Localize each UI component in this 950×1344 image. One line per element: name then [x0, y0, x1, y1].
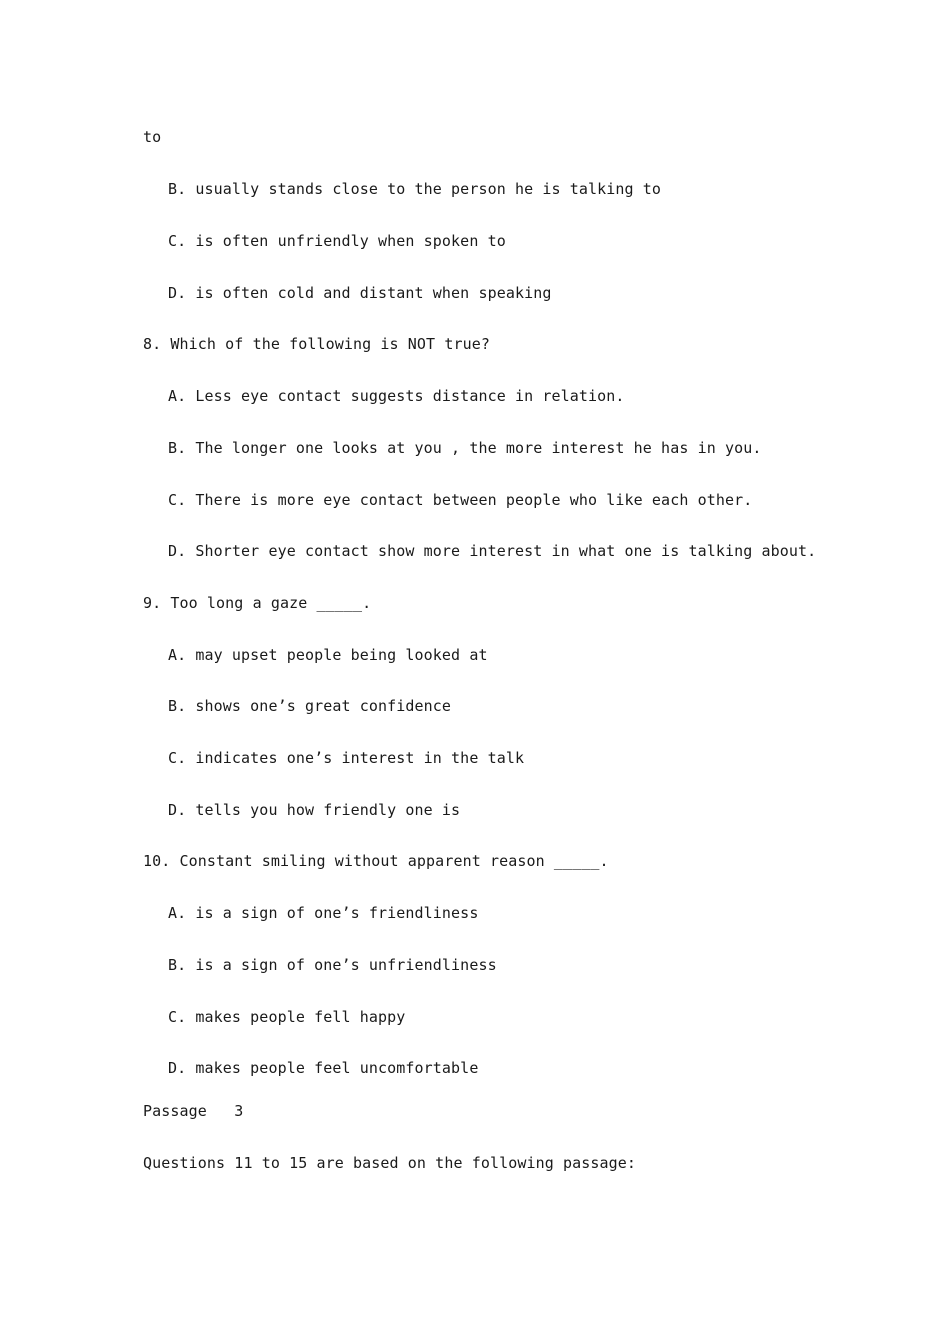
passage-intro: Questions 11 to 15 are based on the following passage: — [143, 1154, 637, 1172]
q8-option-a: A. Less eye contact suggests distance in relation. — [168, 387, 625, 405]
q8-question: 8. Which of the following is NOT true? — [143, 335, 490, 353]
q10-option-c: C. makes people fell happy — [168, 1008, 406, 1026]
q7-option-d: D. is often cold and distant when speaking — [168, 284, 552, 302]
passage-heading: Passage 3 — [143, 1102, 244, 1120]
q9-question: 9. Too long a gaze _____. — [143, 594, 372, 612]
q9-option-c: C. indicates one’s interest in the talk — [168, 749, 525, 767]
q10-option-a: A. is a sign of one’s friendliness — [168, 904, 479, 922]
q9-option-a: A. may upset people being looked at — [168, 646, 488, 664]
q8-option-b: B. The longer one looks at you , the more interest he has in you. — [168, 439, 762, 457]
q10-option-b: B. is a sign of one’s unfriendliness — [168, 956, 497, 974]
q8-option-d: D. Shorter eye contact show more interest in what one is talking about. — [168, 542, 817, 560]
q9-option-b: B. shows one’s great confidence — [168, 697, 452, 715]
q7-option-b: B. usually stands close to the person he is talking to — [168, 180, 662, 198]
q10-option-d: D. makes people feel uncomfortable — [168, 1059, 479, 1077]
continuation-text: to — [143, 128, 162, 146]
q9-option-d: D. tells you how friendly one is — [168, 801, 461, 819]
q10-question: 10. Constant smiling without apparent reason _____. — [143, 852, 609, 870]
q7-option-c: C. is often unfriendly when spoken to — [168, 232, 506, 250]
q8-option-c: C. There is more eye contact between people who like each other. — [168, 491, 753, 509]
